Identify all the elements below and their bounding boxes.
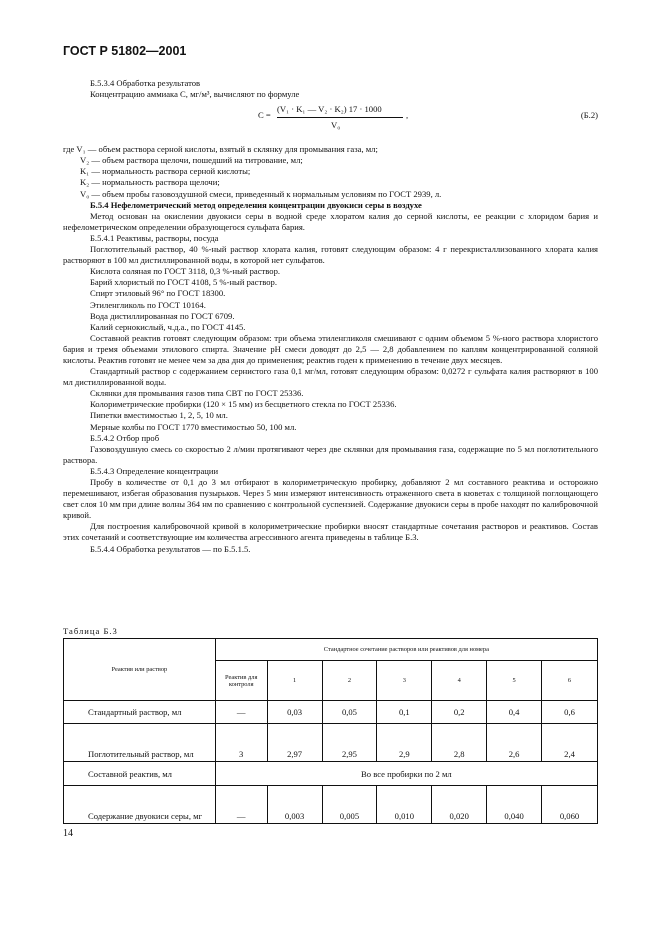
equipment-item: Пипетки вместимостью 1, 2, 5, 10 мл. xyxy=(90,410,228,421)
table-cell: 0,010 xyxy=(377,786,432,824)
table-cell: 0,040 xyxy=(487,786,542,824)
reagent-item: Спирт этиловый 96° по ГОСТ 18300. xyxy=(90,288,226,299)
reagent-item: Этиленгликоль по ГОСТ 10164. xyxy=(90,299,206,310)
equipment-item: Колориметрические пробирки (120 × 15 мм) из бесцветного стекла по ГОСТ 25336. xyxy=(90,399,397,410)
table-cell: 0,060 xyxy=(542,786,598,824)
table-cell: 2,8 xyxy=(432,724,487,762)
header-number: 6 xyxy=(542,661,598,701)
table-caption: Таблица Б.3 xyxy=(63,626,118,636)
reagent-item: Вода дистиллированная по ГОСТ 6709. xyxy=(90,310,235,321)
section-heading-b54: Б.5.4 Нефелометрический метод определения концентрации двуокиси серы в воздухе xyxy=(90,199,422,210)
header-number: 2 xyxy=(322,661,377,701)
concentration-text: Пробу в количестве от 0,1 до 3 мл отбирают в колориметрическую пробирку, добавляют 2 мл составного реактива и осторожно перемешивают, избегая образования пузырьков. Через 5 мин измеряют интенсивность отраженного света в кюветах с толщиной поглощающего свет слоя 10 мм при длине волны 364 нм по сравнению с контрольной суспензией. Содержание двуокиси серы в пробе находят по калибровочной кривой. xyxy=(63,477,598,521)
header-number: 3 xyxy=(377,661,432,701)
row-label: Стандартный раствор, мл xyxy=(64,701,216,724)
row-label: Составной реактив, мл xyxy=(64,762,216,786)
merged-cell: Во все пробирки по 2 мл xyxy=(215,762,597,786)
formula-denominator: V₀ xyxy=(331,120,341,131)
table-cell: 0,05 xyxy=(322,701,377,724)
calibration-text: Для построения калибровочной кривой в колориметрические пробирки вносят стандартные сочетания растворов и реактивов. Состав этих сочетаний и соответствующие им количества агрессивного агента приведены в таблице Б.3. xyxy=(63,521,598,543)
section-heading-b542: Б.5.4.2 Отбор проб xyxy=(90,432,160,443)
variable-definition: где V₁ — объем раствора серной кислоты, взятый в склянку для промывания газа, мл; xyxy=(63,144,378,155)
header-group: Стандартное сочетание растворов или реактивов для номера xyxy=(215,639,597,661)
table-row xyxy=(64,724,598,762)
variable-definitions xyxy=(63,144,598,199)
table-cell: — xyxy=(215,701,267,724)
table-cell: — xyxy=(215,786,267,824)
reagent-item: Калий сернокислый, ч.д.а., по ГОСТ 4145. xyxy=(90,321,246,332)
formula-numerator: (V₁ · K₁ — V₂ · K₂) 17 · 1000 xyxy=(277,104,382,115)
table-cell: 2,9 xyxy=(377,724,432,762)
fraction-bar xyxy=(277,117,403,118)
table-cell: 0,03 xyxy=(267,701,322,724)
absorbent-solution-text: Поглотительный раствор, 40 %-ный раствор хлората калия, готовят следующим образом: 4 г перекристаллизованного хлората калия растворяют в 100 мл дистиллированной воды, в которой нет сульфатов. xyxy=(63,244,598,266)
formula-b2 xyxy=(63,104,598,142)
header-number: 5 xyxy=(487,661,542,701)
table-cell: 0,6 xyxy=(542,701,598,724)
reagent-item: Кислота соляная по ГОСТ 3118, 0,3 %-ный раствор. xyxy=(90,266,281,277)
table-cell: 0,1 xyxy=(377,701,432,724)
table-cell: 0,2 xyxy=(432,701,487,724)
reagent-item: Барий хлористый по ГОСТ 4108, 5 %-ный раствор. xyxy=(90,277,277,288)
table-cell: 3 xyxy=(215,724,267,762)
equipment-item: Склянки для промывания газов типа СВТ по ГОСТ 25336. xyxy=(90,388,304,399)
section-heading-b541: Б.5.4.1 Реактивы, растворы, посуда xyxy=(90,232,219,243)
section-heading-b534: Б.5.3.4 Обработка результатов xyxy=(90,78,201,88)
table-row xyxy=(64,701,598,724)
page-number: 14 xyxy=(63,828,73,839)
table-b3 xyxy=(63,638,598,824)
table-cell: 2,97 xyxy=(267,724,322,762)
formula-ref: (Б.2) xyxy=(580,110,598,121)
table-row xyxy=(64,786,598,824)
variable-definition: V₂ — объем раствора щелочи, пошедший на титрование, мл; xyxy=(80,155,303,166)
row-label: Содержание двуокиси серы, мг xyxy=(64,786,216,824)
header-reagent: Реактив или раствор xyxy=(64,639,216,701)
table-cell: 2,4 xyxy=(542,724,598,762)
table-cell: 0,005 xyxy=(322,786,377,824)
document-body xyxy=(63,78,598,555)
table-cell: 2,6 xyxy=(487,724,542,762)
table-cell: 0,003 xyxy=(267,786,322,824)
variable-definition: V₀ — объем пробы газовоздушной смеси, приведенный к нормальным условиям по ГОСТ 2939, л. xyxy=(80,188,442,199)
table-row xyxy=(64,762,598,786)
formula-comma: , xyxy=(406,110,409,121)
sampling-text: Газовоздушную смесь со скоростью 2 л/мин протягивают через две склянки для промывания газа, содержащие по 5 мл поглотительного раствора. xyxy=(63,443,598,465)
equipment-item: Мерные колбы по ГОСТ 1770 вместимостью 50, 100 мл. xyxy=(90,421,297,432)
section-heading-b543: Б.5.4.3 Определение концентрации xyxy=(90,465,219,476)
header-control: Реактив для контроля xyxy=(215,661,267,701)
composite-reagent-text: Составной реактив готовят следующим образом: три объема этиленгликоля смешивают с одним объемом 5 %-ного раствора хлористого бария и тремя объемами этилового спирта. Значение pH смеси доводят до 2,5 — 2,8 добавлением по каплям концентрированной соляной кислоты. Реактив готовят не менее чем за два дня до применения; реактив годен к применению в течение двух месяцев. xyxy=(63,332,598,365)
table-cell: 0,4 xyxy=(487,701,542,724)
page-header: ГОСТ Р 51802—2001 xyxy=(63,44,187,58)
standard-solution-text: Стандартный раствор с содержанием сернистого газа 0,1 мг/мл, готовят следующим образом: 0,0272 г сульфата калия растворяют в 100 мл дистиллированной воды. xyxy=(63,366,598,388)
section-heading-b544: Б.5.4.4 Обработка результатов — по Б.5.1.5. xyxy=(90,543,251,554)
header-number: 4 xyxy=(432,661,487,701)
formula-lhs: C = xyxy=(258,110,271,121)
formula-intro: Концентрацию аммиака С, мг/м³, вычисляют по формуле xyxy=(90,89,300,100)
table-cell: 2,95 xyxy=(322,724,377,762)
variable-definition: K₂ — нормальность раствора щелочи; xyxy=(80,177,220,188)
header-number: 1 xyxy=(267,661,322,701)
variable-definition: K₁ — нормальность раствора серной кислоты; xyxy=(80,166,251,177)
row-label: Поглотительный раствор, мл xyxy=(64,724,216,762)
method-description: Метод основан на окислении двуокиси серы в водной среде хлоратом калия до серной кислоты, ее реакции с хлоридом бария и нефелометрическом определении образующегося сульфата бария. xyxy=(63,210,598,232)
table-cell: 0,020 xyxy=(432,786,487,824)
